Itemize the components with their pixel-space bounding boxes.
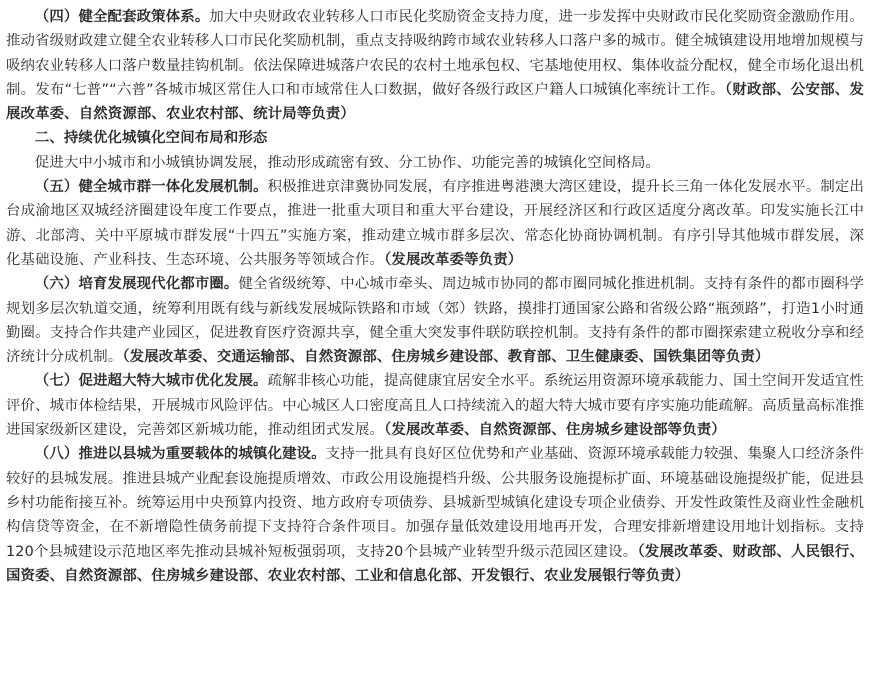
paragraph-heading: （五）健全城市群一体化发展机制。 — [34, 179, 268, 196]
section-title: 二、持续优化城镇化空间布局和形态 — [34, 130, 268, 147]
paragraph-6 — [6, 272, 864, 369]
responsibility-note: （发展改革委、交通运输部、自然资源部、住房城乡建设部、教育部、卫生健康委、国铁集团等负责） — [122, 349, 770, 366]
responsibility-note: （发展改革委、财政部、人民银行、国资委、自然资源部、住房城乡建设部、农业农村部、工业和信息化部、开发银行、农业发展银行等负责） — [6, 543, 864, 584]
paragraph-heading: （六）培育发展现代化都市圈。 — [34, 276, 239, 293]
paragraph-body: 加大中央财政农业转移人口市民化奖励资金支持力度，进一步发挥中央财政市民化奖励资金激励作用。推动省级财政建立健全农业转移人口市民化奖励机制，重点支持吸纳跨市域农业转移人口落户多的城市。健全城镇建设用地增加规模与吸纳农业转移人口落户数量挂钩机制。依法保障进城落户农民的农村土地承包权、宅基地使用权、集体收益分配权，健全市场化退出机制。发布“七普”“六普”各城市城区常住人口和市域常住人口数据，做好各级行政区户籍人口城镇化率统计工作。 — [6, 9, 864, 98]
responsibility-note: （财政部、公安部、发展改革委、自然资源部、农业农村部、统计局等负责） — [6, 81, 864, 123]
responsibility-note: （发展改革委、自然资源部、住房城乡建设部等负责） — [384, 422, 726, 439]
paragraph-4 — [6, 5, 864, 126]
paragraph-heading: （七）促进超大特大城市优化发展。 — [34, 373, 268, 390]
paragraph-7 — [6, 369, 864, 442]
responsibility-note: （发展改革委等负责） — [384, 251, 523, 268]
section-heading — [6, 126, 864, 150]
section-intro — [6, 151, 864, 175]
paragraph-body: 积极推进京津冀协同发展，有序推进粤港澳大湾区建设，提升长三角一体化发展水平。制定出台成渝地区双城经济圈建设年度工作要点，推进一批重大项目和重大平台建设，开展经济区和行政区适度分离改革。印发实施长江中游、北部湾、关中平原城市群发展“十四五”实施方案，推动建立城市群多层次、常态化协商协调机制。有序引导其他城市群发展，深化基础设施、产业科技、生态环境、公共服务等领域合作。 — [6, 179, 864, 268]
paragraph-body: 促进大中小城市和小城镇协调发展，推动形成疏密有致、分工协作、功能完善的城镇化空间格局。 — [34, 154, 661, 171]
paragraph-body: 健全省级统筹、中心城市牵头、周边城市协同的都市圈同城化推进机制。支持有条件的都市圈科学规划多层次轨道交通，统筹利用既有线与新线发展城际铁路和市域（郊）铁路，摸排打通国家公路和省级公路“瓶颈路”，打造1小时通勤圈。支持合作共建产业园区，促进教育医疗资源共享，健全重大突发事件联防联控机制。支持有条件的都市圈探索建立税收分享和经济统计分成机制。 — [6, 276, 865, 366]
paragraph-8 — [6, 442, 864, 588]
paragraph-body: 疏解非核心功能，提高健康宜居安全水平。系统运用资源环境承载能力、国土空间开发适宜性评价、城市体检结果，开展城市风险评估。中心城区人口密度高且人口持续流入的超大特大城市要有序实施功能疏解。高质量高标准推进国家级新区建设，完善郊区新城功能，推动组团式发展。 — [6, 373, 864, 439]
paragraph-heading: （八）推进以县城为重要载体的城镇化建设。 — [34, 446, 326, 463]
paragraph-5 — [6, 175, 864, 272]
paragraph-body: 支持一批具有良好区位优势和产业基础、资源环境承载能力较强、集聚人口经济条件较好的县城发展。推进县城产业配套设施提质增效、市政公用设施提档升级、公共服务设施提标扩面、环境基础设施提级扩能，促进县乡村功能衔接互补。统筹运用中央预算内投资、地方政府专项债券、县城新型城镇化建设专项企业债券、开发性政策性及商业性金融机构信贷等资金，在不新增隐性债务前提下支持符合条件项目。加强存量低效建设用地再开发，合理安排新增建设用地计划指标。支持120个县城建设示范地区率先推动县城补短板强弱项，支持20个县城产业转型升级示范园区建设。 — [6, 446, 864, 560]
paragraph-heading: （四）健全配套政策体系。 — [34, 9, 210, 25]
